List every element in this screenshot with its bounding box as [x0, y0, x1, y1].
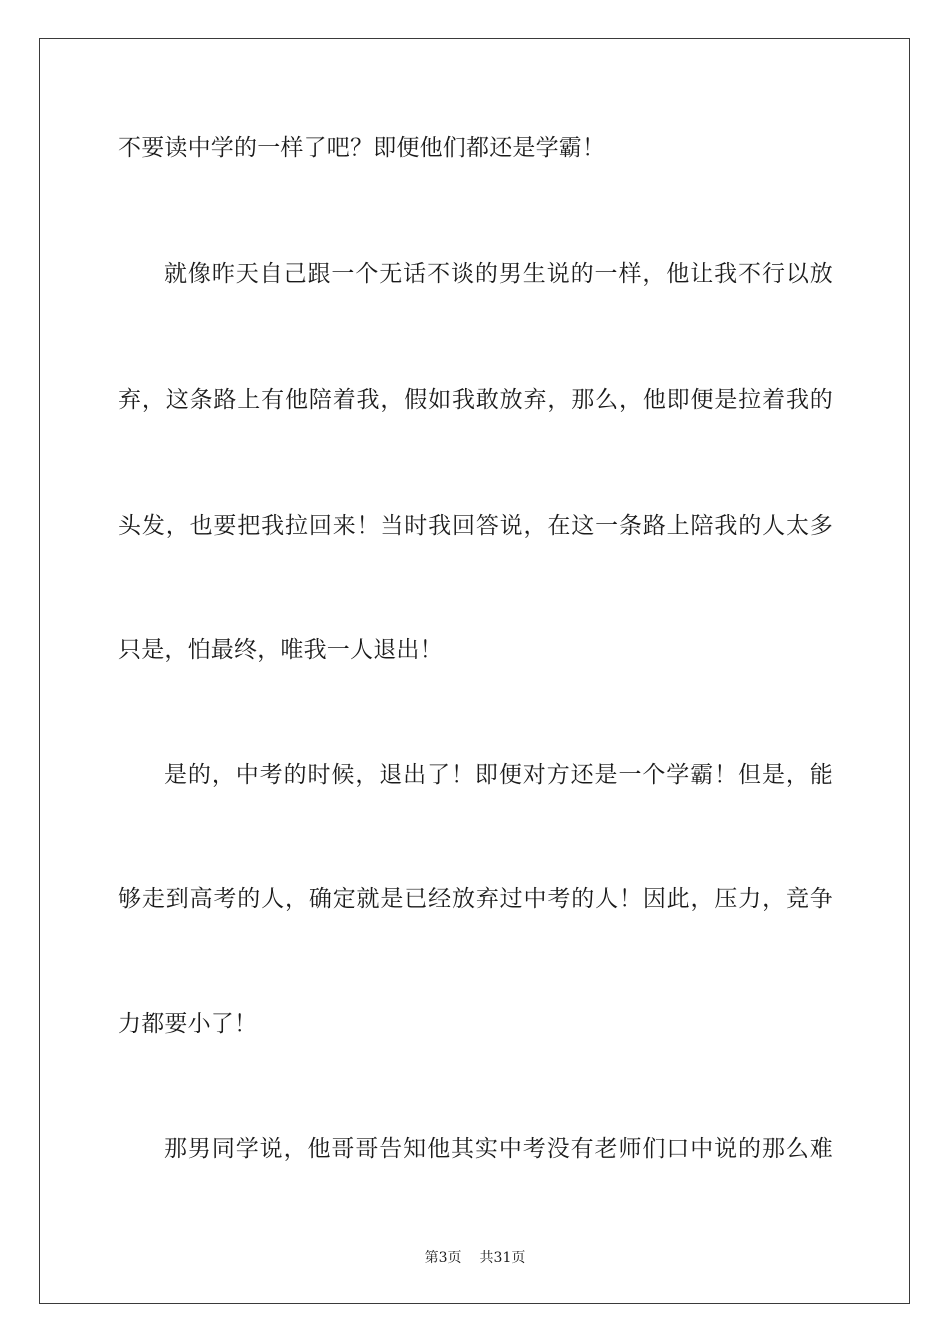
paragraph-line: 是的，中考的时候，退出了！即便对方还是一个学霸！但是，能	[164, 762, 833, 788]
page-total: 共31页	[479, 1250, 526, 1266]
paragraph-line: 只是，怕最终，唯我一人退出！	[118, 637, 443, 663]
paragraph-line: 就像昨天自己跟一个无话不谈的男生说的一样，他让我不行以放	[164, 261, 833, 287]
page-number: 第3页	[424, 1250, 462, 1266]
paragraph-line: 弃，这条路上有他陪着我，假如我敢放弃，那么，他即便是拉着我的	[118, 387, 833, 413]
paragraph-line: 那男同学说，他哥哥告知他其实中考没有老师们口中说的那么难	[164, 1136, 833, 1162]
page-footer	[0, 1247, 950, 1267]
paragraph-line: 不要读中学的一样了吧？即便他们都还是学霸！	[118, 135, 606, 161]
paragraph-line: 头发，也要把我拉回来！当时我回答说，在这一条路上陪我的人太多	[118, 513, 833, 539]
page-border	[39, 38, 910, 1304]
paragraph-line: 够走到高考的人，确定就是已经放弃过中考的人！因此，压力，竞争	[118, 886, 833, 912]
paragraph-line: 力都要小了！	[118, 1011, 258, 1037]
